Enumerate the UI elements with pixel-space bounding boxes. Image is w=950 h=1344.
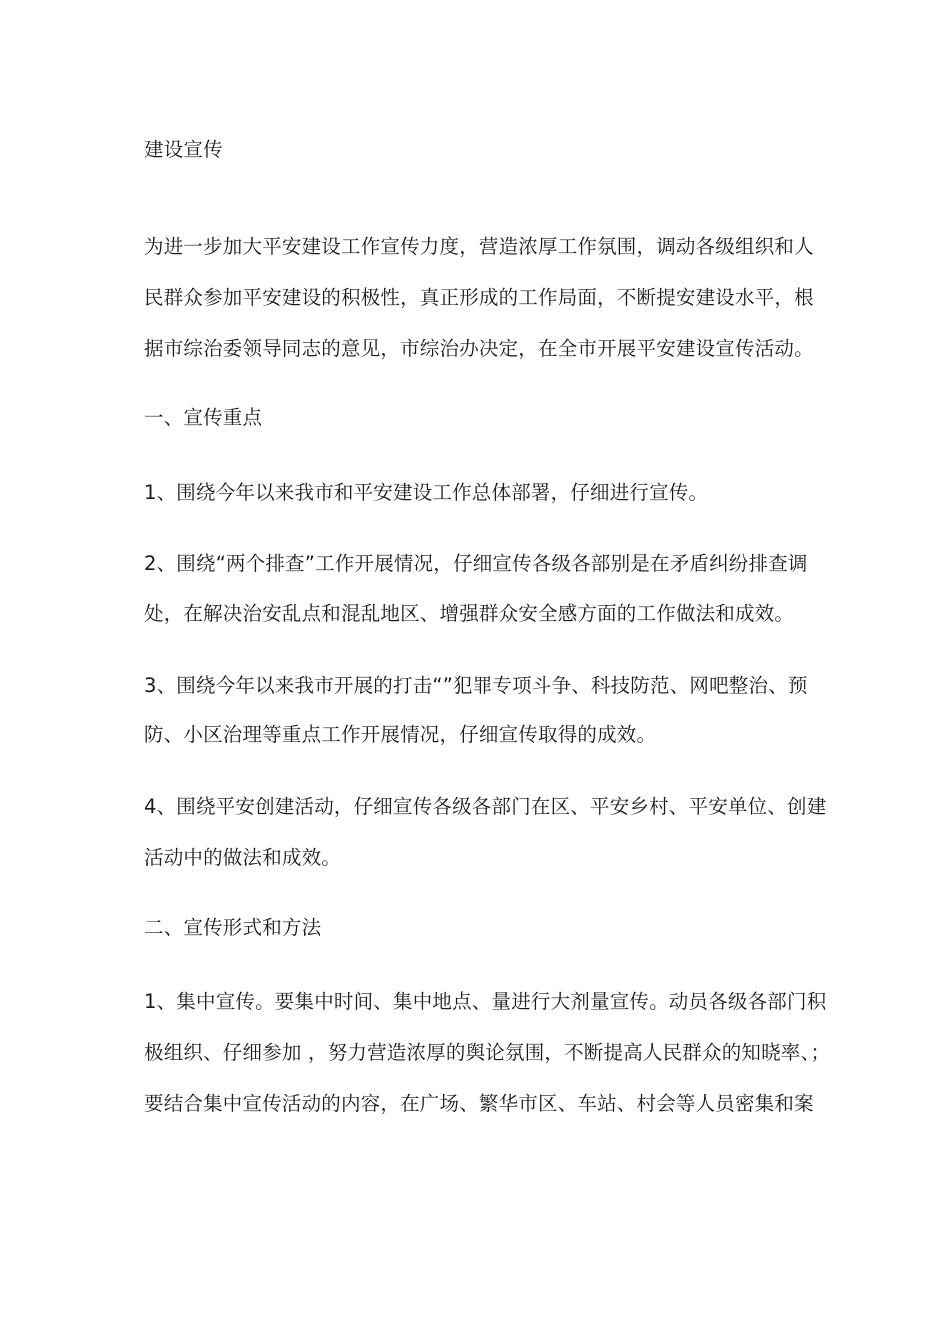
section-heading: 一、宣传重点 xyxy=(144,406,263,429)
paragraph-line: 活动中的做法和成效。 xyxy=(144,846,342,869)
paragraph-line: 极组织、仔细参加 ，努力营造浓厚的舆论氛围，不断提高人民群众的知晓率、； xyxy=(144,1041,831,1064)
paragraph-line: 4、围绕平安创建活动，仔细宣传各级各部门在区、平安乡村、平安单位、创建 xyxy=(144,795,827,818)
paragraph-line: 为进一步加大平安建设工作宣传力度，营造浓厚工作氛围，调动各级组织和人 xyxy=(144,235,814,258)
paragraph-line: 1、围绕今年以来我市和平安建设工作总体部署，仔细进行宣传。 xyxy=(144,481,709,504)
paragraph-line: 处，在解决治安乱点和混乱地区、增强群众安全感方面的工作做法和成效。 xyxy=(144,602,795,625)
paragraph-line: 1、集中宣传。要集中时间、集中地点、量进行大剂量宣传。动员各级各部门积 xyxy=(144,990,827,1013)
paragraph-line: 民群众参加平安建设的积极性，真正形成的工作局面，不断提安建设水平，根 xyxy=(144,286,814,309)
paragraph-line: 3、围绕今年以来我市开展的打击“”犯罪专项斗争、科技防范、网吧整治、预 xyxy=(144,674,808,697)
paragraph-line: 要结合集中宣传活动的内容，在广场、繁华市区、车站、村会等人员密集和案 xyxy=(144,1092,814,1115)
document-title: 建设宣传 xyxy=(144,138,223,161)
paragraph-line: 防、小区治理等重点工作开展情况，仔细宣传取得的成效。 xyxy=(144,723,657,746)
paragraph-line: 据市综治委领导同志的意见，市综治办决定，在全市开展平安建设宣传活动。 xyxy=(144,337,814,360)
paragraph-line: 2、围绕“两个排查”工作开展情况，仔细宣传各级各部别是在矛盾纠纷排查调 xyxy=(144,552,808,575)
section-heading: 二、宣传形式和方法 xyxy=(144,916,322,939)
